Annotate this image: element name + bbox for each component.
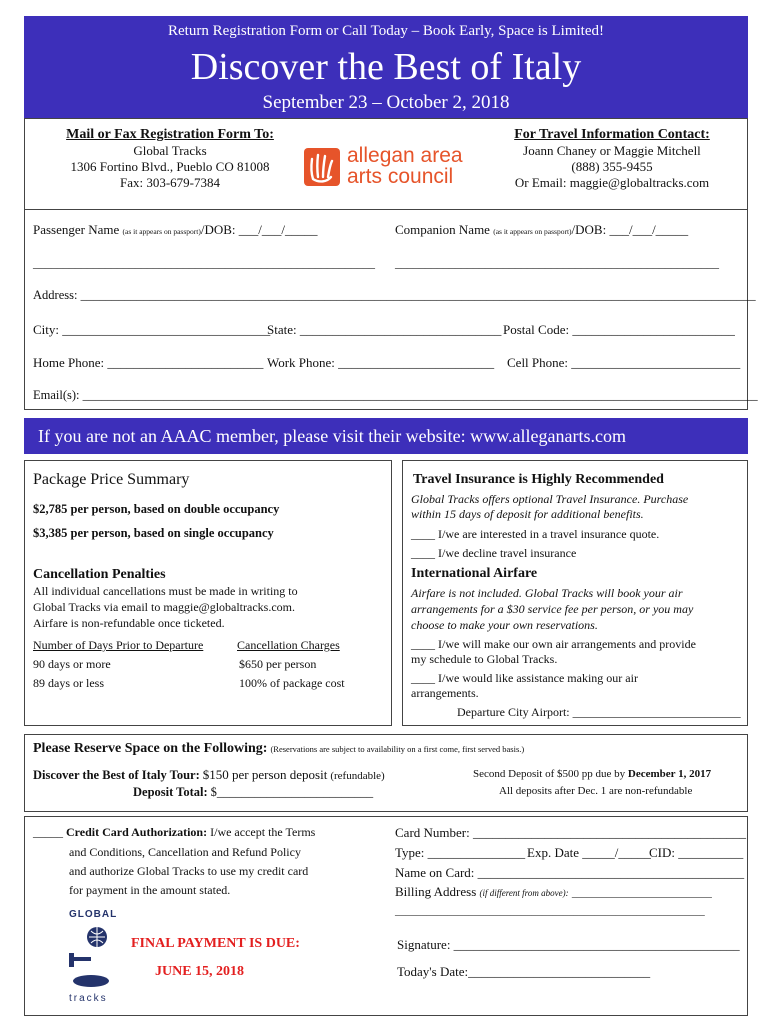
cancellation-line-3: Airfare is non-refundable once ticketed. bbox=[33, 616, 225, 630]
mail-to-block bbox=[25, 127, 315, 191]
hand-icon bbox=[303, 147, 341, 187]
reserve-heading: Please Reserve Space on the Following: bbox=[33, 741, 268, 756]
reservation-box bbox=[24, 734, 748, 812]
passenger-dob: /DOB: ___/___/_____ bbox=[200, 222, 318, 237]
second-deposit-text: Second Deposit of $500 pp due by bbox=[473, 768, 626, 780]
mail-line-3: Fax: 303-679-7384 bbox=[119, 175, 221, 190]
cc-authorization-line-3: and authorize Global Tracks to use my credit card bbox=[69, 864, 309, 878]
travel-insurance-box bbox=[402, 460, 748, 726]
info-heading: For Travel Information Contact: bbox=[514, 127, 710, 142]
tour-label: Discover the Best of Italy Tour: bbox=[33, 768, 200, 782]
airfare-option-assist-1[interactable]: ____ I/we would like assistance making our air bbox=[411, 671, 638, 685]
tour-refundable: (refundable) bbox=[330, 770, 385, 782]
companion-name-label: Companion Name bbox=[395, 222, 490, 237]
billing-address-note: (if different from above): bbox=[479, 888, 569, 898]
package-heading: Package Price Summary bbox=[33, 471, 190, 488]
aaac-logo-line-1: allegan area bbox=[347, 144, 463, 167]
info-line-3: Or Email: maggie@globaltracks.com bbox=[514, 175, 710, 190]
airfare-option-assist-2: arrangements. bbox=[411, 686, 479, 700]
cc-authorization-line-1: I/we accept the Terms bbox=[210, 825, 316, 839]
card-type-field[interactable]: Type: _______________ bbox=[395, 845, 526, 860]
mail-heading: Mail or Fax Registration Form To: bbox=[66, 127, 274, 142]
mail-line-1: Global Tracks bbox=[133, 143, 207, 158]
billing-address-line-2[interactable]: ___________________________________________________________ bbox=[395, 906, 705, 917]
cell-phone-field[interactable]: Cell Phone: __________________________ bbox=[507, 355, 741, 370]
cc-authorization-row[interactable] bbox=[33, 824, 315, 841]
card-number-field[interactable]: Card Number: __________________________________________ bbox=[395, 825, 746, 840]
payment-box bbox=[24, 816, 748, 1016]
second-deposit-row bbox=[473, 766, 711, 783]
companion-name-line[interactable]: ______________________________________________________ bbox=[395, 256, 719, 270]
final-payment-label: FINAL PAYMENT IS DUE: bbox=[131, 936, 300, 951]
work-phone-field[interactable]: Work Phone: ________________________ bbox=[267, 355, 495, 370]
cc-authorization-label: Credit Card Authorization: bbox=[66, 825, 208, 839]
reserve-heading-row bbox=[33, 740, 524, 758]
airfare-desc-2: arrangements for a $30 service fee per person, or you may bbox=[411, 602, 694, 616]
header-banner bbox=[24, 16, 748, 118]
signature-field[interactable]: Signature: ____________________________________________ bbox=[397, 937, 740, 952]
passenger-form bbox=[24, 210, 758, 410]
email-field[interactable]: Email(s): ____________________________________________________________________________________________________________ bbox=[33, 388, 758, 402]
tour-deposit-row bbox=[33, 766, 385, 785]
cancellation-heading: Cancellation Penalties bbox=[33, 567, 166, 582]
cc-authorization-line-4: for payment in the amount stated. bbox=[69, 883, 231, 897]
city-field[interactable]: City: ________________________________ bbox=[33, 322, 271, 337]
deposit-total-field[interactable]: $_________________________ bbox=[210, 785, 374, 799]
days-column-header: Number of Days Prior to Departure bbox=[33, 638, 204, 652]
cancellation-line-2: Global Tracks via email to maggie@globaltracks.com. bbox=[33, 600, 295, 614]
reserve-note: (Reservations are subject to availability on a first come, first served basis.) bbox=[270, 744, 525, 754]
address-field[interactable]: Address: ____________________________________________________________________________________________________________ bbox=[33, 288, 756, 302]
billing-address-row[interactable] bbox=[395, 883, 712, 902]
companion-name-note: (as it appears on passport) bbox=[493, 227, 572, 236]
passenger-name-field[interactable] bbox=[33, 222, 318, 238]
charges-column-header: Cancellation Charges bbox=[237, 638, 340, 652]
final-payment-date: JUNE 15, 2018 bbox=[155, 964, 245, 979]
single-occupancy-price: $3,385 per person, based on single occupancy bbox=[33, 526, 274, 540]
second-deposit-date: December 1, 2017 bbox=[627, 768, 712, 780]
billing-address-line[interactable]: ____________________________ bbox=[571, 888, 712, 899]
airfare-heading: International Airfare bbox=[411, 566, 538, 581]
cc-authorization-line-2: and Conditions, Cancellation and Refund Policy bbox=[69, 845, 301, 859]
info-line-2: (888) 355-9455 bbox=[571, 159, 653, 174]
airfare-desc-1: Airfare is not included. Global Tracks will book your air bbox=[411, 586, 683, 600]
companion-dob: /DOB: ___/___/_____ bbox=[571, 222, 689, 237]
aaac-logo-line-2: arts council bbox=[347, 165, 454, 188]
cancellation-line-1: All individual cancellations must be made in writing to bbox=[33, 584, 298, 598]
mail-line-2: 1306 Fortino Blvd., Pueblo CO 81008 bbox=[70, 159, 270, 174]
page-title: Discover the Best of Italy bbox=[190, 46, 582, 88]
membership-banner: If you are not an AAAC member, please visit their website: www.alleganarts.com bbox=[24, 418, 748, 454]
contact-section bbox=[24, 118, 748, 210]
aaac-logo bbox=[303, 143, 483, 193]
airfare-desc-3: choose to make your own reservations. bbox=[411, 618, 598, 632]
airfare-option-own-1[interactable]: ____ I/we will make our own air arrangements and provide bbox=[411, 637, 696, 651]
gt-logo-top: GLOBAL bbox=[69, 909, 118, 920]
insurance-option-decline[interactable]: ____ I/we decline travel insurance bbox=[411, 546, 577, 560]
globe-icon bbox=[67, 923, 113, 989]
passenger-name-label: Passenger Name bbox=[33, 222, 120, 237]
home-phone-field[interactable]: Home Phone: ________________________ bbox=[33, 355, 264, 370]
insurance-desc-2: within 15 days of deposit for additional benefits. bbox=[411, 507, 644, 521]
trip-dates: September 23 – October 2, 2018 bbox=[262, 92, 510, 113]
deposit-total-label: Deposit Total: bbox=[133, 785, 208, 799]
insurance-desc-1: Global Tracks offers optional Travel Insurance. Purchase bbox=[411, 492, 689, 506]
companion-name-field[interactable] bbox=[395, 222, 688, 238]
cc-authorization-blank[interactable]: _____ bbox=[33, 825, 63, 839]
passenger-name-note: (as it appears on passport) bbox=[122, 227, 201, 236]
penalty-row-1-days: 90 days or more bbox=[33, 657, 111, 671]
tour-price: $150 per person deposit bbox=[202, 767, 328, 782]
info-line-1: Joann Chaney or Maggie Mitchell bbox=[523, 143, 701, 158]
insurance-option-quote[interactable]: ____ I/we are interested in a travel insurance quote. bbox=[411, 527, 660, 541]
exp-date-field[interactable]: Exp. Date _____/_____ bbox=[527, 845, 651, 860]
gt-logo-bottom: tracks bbox=[69, 993, 108, 1004]
non-refundable-note: All deposits after Dec. 1 are non-refundable bbox=[499, 785, 693, 797]
penalty-row-2-charge: 100% of package cost bbox=[239, 676, 345, 690]
travel-info-block bbox=[475, 127, 749, 191]
postal-code-field[interactable]: Postal Code: _________________________ bbox=[503, 322, 735, 337]
penalty-row-1-charge: $650 per person bbox=[239, 657, 317, 671]
deposit-total-row[interactable] bbox=[133, 784, 373, 801]
passenger-name-line[interactable]: _________________________________________________________ bbox=[33, 256, 375, 270]
header-tagline: Return Registration Form or Call Today – Book Early, Space is Limited! bbox=[168, 23, 604, 39]
insurance-heading: Travel Insurance is Highly Recommended bbox=[413, 472, 664, 487]
global-tracks-logo bbox=[65, 909, 125, 1009]
cid-field[interactable]: CID: __________ bbox=[649, 845, 744, 860]
penalty-row-2-days: 89 days or less bbox=[33, 676, 104, 690]
billing-address-label: Billing Address bbox=[395, 884, 477, 899]
name-on-card-field[interactable]: Name on Card: _________________________________________ bbox=[395, 865, 745, 880]
double-occupancy-price: $2,785 per person, based on double occupancy bbox=[33, 502, 280, 516]
state-field[interactable]: State: _______________________________ bbox=[267, 322, 502, 337]
todays-date-field[interactable]: Today's Date:____________________________ bbox=[397, 964, 651, 979]
package-price-box bbox=[24, 460, 392, 726]
airfare-option-own-2: my schedule to Global Tracks. bbox=[411, 652, 558, 666]
departure-airport-field[interactable]: Departure City Airport: ____________________________ bbox=[457, 705, 741, 719]
